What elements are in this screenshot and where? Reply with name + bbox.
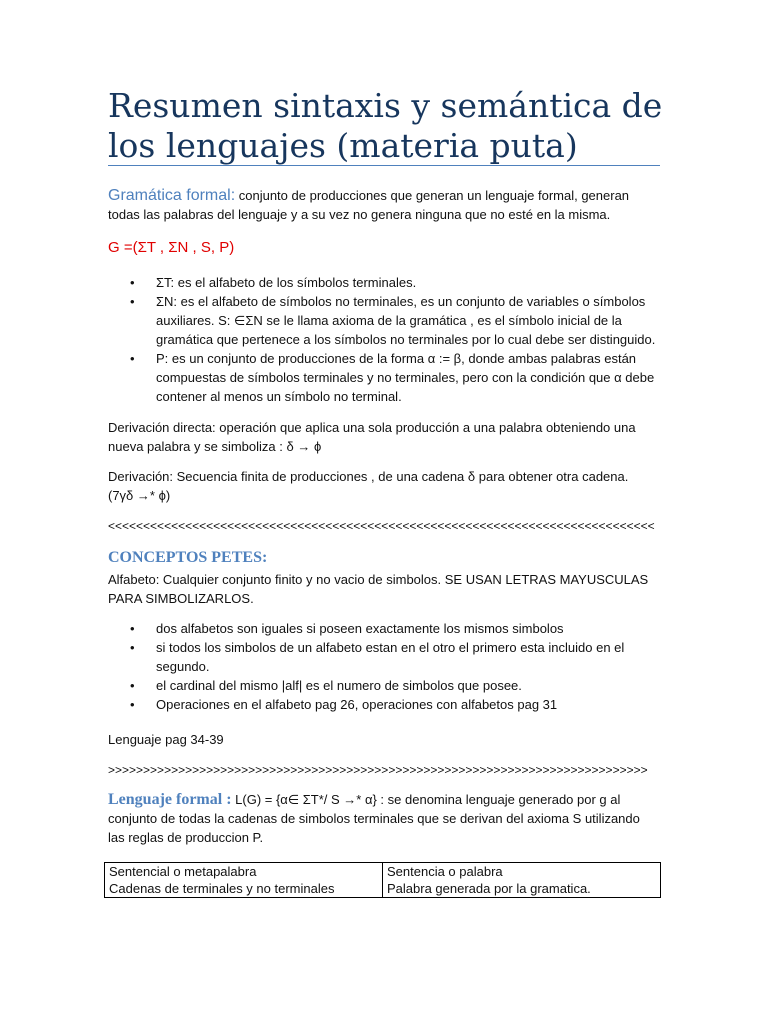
- title-divider: [108, 165, 660, 166]
- lenguaje-formal-heading: Lenguaje formal :: [108, 791, 232, 808]
- bullet-icon: •: [130, 294, 135, 309]
- list-item: • ΣN: es el alfabeto de símbolos no terminales, es un conjunto de variables o símbolos auxiliares. S: ∈ΣN se le llama axioma de la gramática , es el símbolo inicial de la gramática que pertenece a los símbolos no terminales por lo cual debe ser distinguido.: [130, 294, 656, 347]
- table-row: [105, 863, 661, 898]
- bullet-icon: •: [130, 640, 135, 655]
- bullet-icon: •: [130, 351, 135, 366]
- lenguaje-formal-text: L(G) = {α∈ ΣT*/ S →* α} : se denomina lenguaje generado por g al conjunto de todas la cadenas de simbolos terminales que se derivan del axioma S utilizando las reglas de produccion P.: [108, 792, 640, 845]
- lenguaje-formal-paragraph: [108, 790, 658, 847]
- table-cell-right: Sentencia o palabra Palabra generada por la gramatica.: [383, 863, 661, 898]
- gramatica-formal-text: conjunto de producciones que generan un lenguaje formal, generan todas las palabras del lenguaje y a su vez no genera ninguna que no esté en la misma.: [108, 188, 630, 222]
- bullet-icon: •: [130, 275, 135, 290]
- lenguaje-pag-line: Lenguaje pag 34-39: [108, 732, 224, 747]
- list-item: • P: es un conjunto de producciones de la forma α := β, donde ambas palabras están compuestas de símbolos terminales y no terminales, pero con la condición que α debe contener al menos un símbolo no terminal.: [130, 351, 655, 404]
- sentencia-comparison-table: [104, 862, 661, 898]
- list-item: • dos alfabetos son iguales si poseen exactamente los mismos simbolos: [130, 621, 564, 636]
- list-item: • ΣT: es el alfabeto de los símbolos terminales.: [130, 275, 417, 290]
- grammar-components-list: [108, 273, 658, 406]
- bullet-icon: •: [130, 621, 135, 636]
- gramatica-formal-paragraph: [108, 186, 658, 224]
- list-item: • Operaciones en el alfabeto pag 26, operaciones con alfabetos pag 31: [130, 697, 558, 712]
- bullet-icon: •: [130, 678, 135, 693]
- list-item: • si todos los simbolos de un alfabeto estan en el otro el primero esta incluido en el segundo.: [130, 640, 625, 674]
- list-item: • el cardinal del mismo |alf| es el numero de simbolos que posee.: [130, 678, 522, 693]
- conceptos-heading: CONCEPTOS PETES:: [108, 549, 268, 566]
- grammar-formula: G =(ΣT , ΣN , S, P): [108, 239, 235, 256]
- bullet-icon: •: [130, 697, 135, 712]
- alfabeto-paragraph: Alfabeto: Cualquier conjunto finito y no vacio de simbolos. SE USAN LETRAS MAYUSCULAS PARA SIMBOLIZARLOS.: [108, 572, 649, 606]
- right-arrows-divider: >>>>>>>>>>>>>>>>>>>>>>>>>>>>>>>>>>>>>>>>>>>>>>>>>>>>>>>>>>>>>>>>>>>>>>>>>>>>>: [108, 763, 648, 777]
- gramatica-formal-heading: Gramática formal:: [108, 187, 236, 204]
- derivacion-directa-paragraph: Derivación directa: operación que aplica una sola producción a una palabra obteniendo una nueva palabra y se simboliza : δ → ϕ: [108, 420, 636, 454]
- page-title: Resumen sintaxis y semántica de los lenguajes (materia puta): [108, 86, 663, 165]
- alfabeto-properties-list: [108, 619, 658, 714]
- table-cell-left: Sentencial o metapalabra Cadenas de terminales y no terminales: [105, 863, 383, 898]
- derivacion-paragraph: Derivación: Secuencia finita de producciones , de una cadena δ para obtener otra cadena. (7γδ →* ϕ): [108, 469, 629, 503]
- left-arrows-divider: <<<<<<<<<<<<<<<<<<<<<<<<<<<<<<<<<<<<<<<<<<<<<<<<<<<<<<<<<<<<<<<<<<<<<<<<<<<<<<: [108, 519, 655, 533]
